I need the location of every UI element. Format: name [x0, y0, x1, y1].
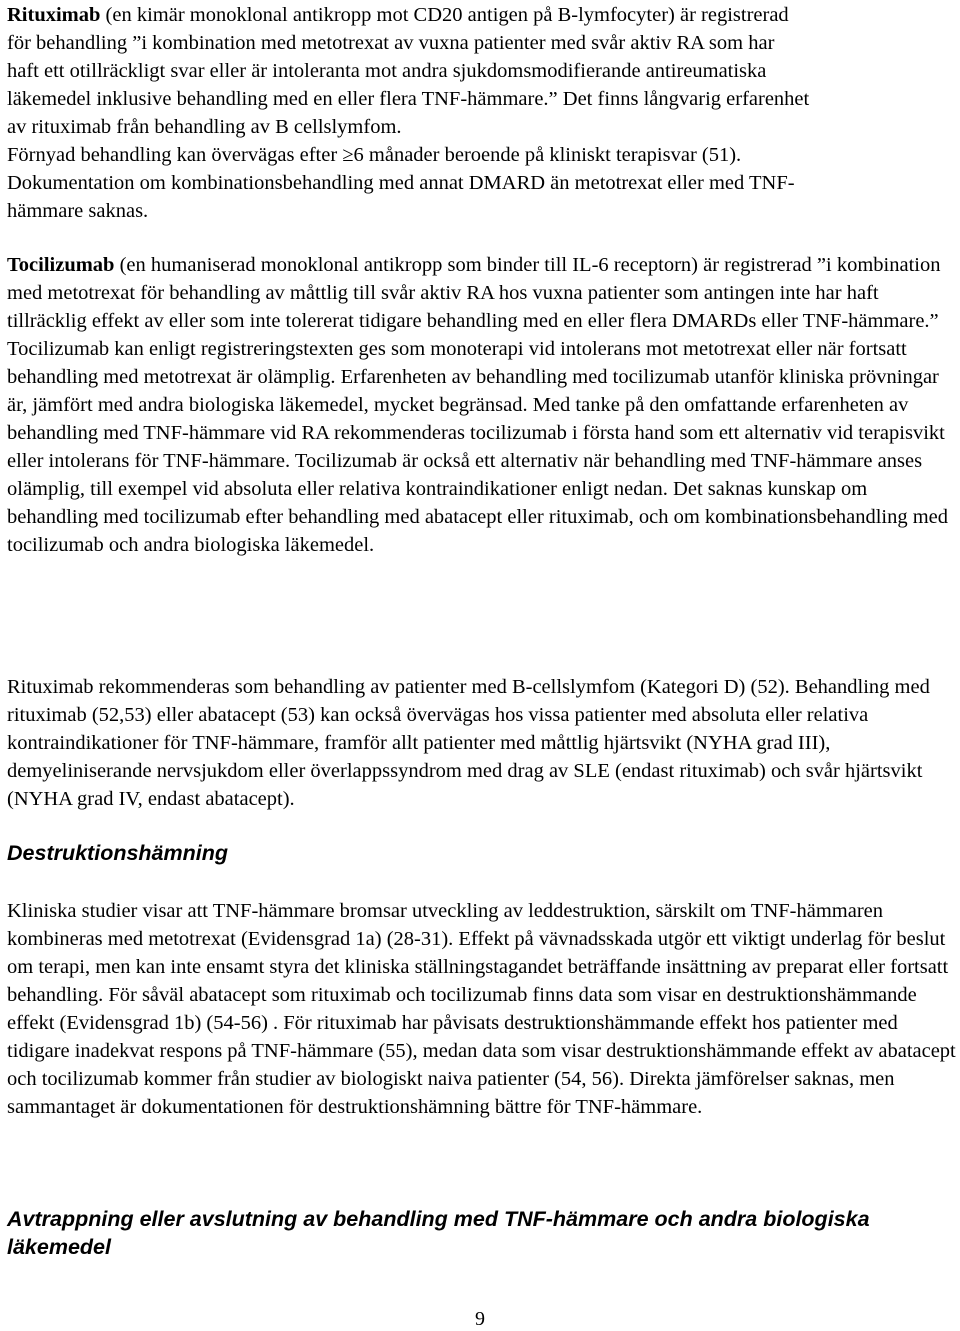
text-segment: läkemedel inklusive behandling med en eller flera TNF-hämmare.” Det finns långvarig erfarenhet: [7, 88, 810, 110]
text-segment: hämmare saknas.: [7, 200, 149, 222]
text-segment: Dokumentation om kombinationsbehandling med annat DMARD än metotrexat eller med TNF-: [7, 172, 795, 194]
paragraph-tocilizumab: [7, 251, 957, 559]
paragraph-destruktionshamning: Kliniska studier visar att TNF-hämmare bromsar utveckling av leddestruktion, särskilt om TNF-hämmaren kombineras med metotrexat (Evidensgrad 1a) (28-31). Effekt på vävnadsskada utgör ett viktigt underlag för beslut om terapi, men kan inte ensamt styra det kliniska ställningstagandet beträffande insättning av preparat eller fortsatt behandling. För såväl abatacept som rituximab och tocilizumab finns data som visar en destruktionshämmande effekt (Evidensgrad 1b) (54-56) . För rituximab har påvisats destruktionshämmande effekt hos patienter med tidigare inadekvat respons på TNF-hämmare (55), medan data som visar destruktionshämmande effekt av abatacept och tocilizumab kommer från studier av biologiskt naiva patienter (54, 56). Direkta jämförelser saknas, men sammantaget är dokumentationen för destruktionshämning bättre för TNF-hämmare.: [7, 900, 956, 1118]
drug-name-rituximab: Rituximab: [7, 4, 101, 26]
section-heading-avtrappning: Avtrappning eller avslutning av behandling med TNF-hämmare och andra biologiska läkemedel: [7, 1207, 870, 1259]
text-segment: Förnyad behandling kan övervägas efter ≥6 månader beroende på kliniskt terapisvar (51).: [7, 144, 742, 166]
page-number: 9: [475, 1308, 485, 1330]
paragraph-rituximab-recommendation: Rituximab rekommenderas som behandling av patienter med B-cellslymfom (Kategori D) (52). Behandling med rituximab (52,53) eller abatacept (53) kan också övervägas hos vissa patienter med absoluta eller relativa kontraindikationer för TNF-hämmare, framför allt patienter med måttlig hjärtsvikt (NYHA grad III), demyeliniserande nervsjukdom eller överlappssyndrom med drag av SLE (endast rituximab) och svår hjärtsvikt (NYHA grad IV, endast abatacept).: [7, 676, 930, 810]
text-segment: (en humaniserad monoklonal antikropp som binder till IL-6 receptorn) är registrerad ”i kombination med metotrexat för behandling av måttlig till svår aktiv RA hos vuxna patienter som antingen inte har haft tillräcklig effekt av eller som inte tolererat tidigare behandling med en eller flera DMARDs eller TNF-hämmare.” Tocilizumab kan enligt registreringstexten ges som monoterapi vid intolerans mot metotrexat eller när fortsatt behandling med metotrexat är olämplig. Erfarenheten av behandling med tocilizumab utanför kliniska prövningar är, jämfört med andra biologiska läkemedel, mycket begränsad. Med tanke på den omfattande erfarenheten av behandling med TNF-hämmare vid RA rekommenderas tocilizumab i första hand som ett alternativ vid terapisvikt eller intolerans för TNF-hämmare. Tocilizumab är också ett alternativ när behandling med TNF-hämmare anses olämplig, till exempel vid absoluta eller relativa kontraindikationer enligt nedan. Det saknas kunskap om behandling med tocilizumab efter behandling med abatacept eller rituximab, och om kombinationsbehandling med tocilizumab och andra biologiska läkemedel.: [7, 254, 949, 556]
text-segment: haft ett otillräckligt svar eller är intoleranta mot andra sjukdomsmodifierande antireumatiska: [7, 60, 767, 82]
text-segment: (en kimär monoklonal antikropp mot CD20 antigen på B-lymfocyter) är registrerad: [105, 4, 789, 26]
text-segment: av rituximab från behandling av B cellslymfom.: [7, 116, 402, 138]
paragraph-rituximab: [7, 1, 809, 225]
drug-name-tocilizumab: Tocilizumab: [7, 254, 115, 276]
text-segment: för behandling ”i kombination med metotrexat av vuxna patienter med svår aktiv RA som har: [7, 32, 775, 54]
section-heading-destruktionshamning: Destruktionshämning: [7, 841, 228, 865]
